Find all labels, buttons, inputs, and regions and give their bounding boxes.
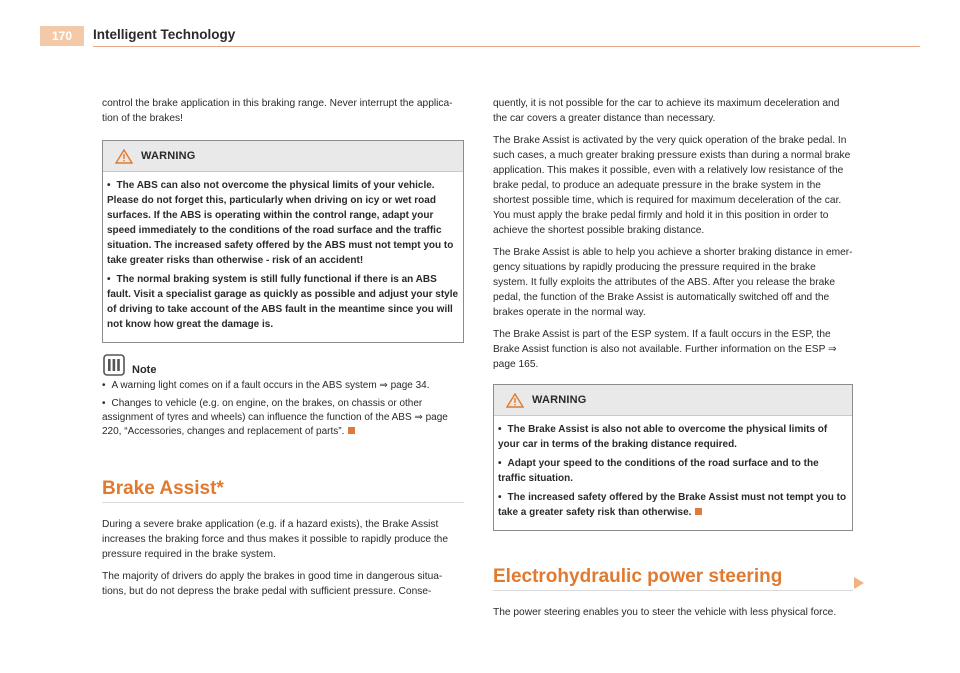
note-icon [102, 353, 126, 377]
warning-item: • The Brake Assist is also not able to overcome the physical limits of your car in terms of the braking distance required. [498, 424, 828, 450]
power-steering-heading: Electrohydraulic power steering [493, 569, 853, 591]
left-column [102, 96, 464, 606]
warning-header [494, 385, 852, 416]
brake-assist-warning-box [493, 384, 853, 531]
note-header [102, 353, 464, 379]
abs-warning-box [102, 140, 464, 343]
end-of-section-icon [695, 508, 702, 515]
header-rule [93, 46, 920, 47]
warning-item: • The normal braking system is still fully functional if there is an ABS fault. Visit a specialist garage as quickly as possible and adjust your style of driving to take account of the ABS fault in the meantime since you will not know how great the damage is. [107, 274, 459, 330]
warning-triangle-icon [115, 149, 133, 164]
next-page-arrow-icon[interactable] [853, 576, 865, 590]
note-item: • Changes to vehicle (e.g. on engine, on the brakes, on chassis or other assignment of tyres and wheels) can influence the function of the ABS ⇒ page 220, “Accessories, changes and replacement of parts”. [102, 398, 448, 437]
body-paragraph: The Brake Assist is activated by the very quick operation of the brake pedal. In such cases, a much greater braking pressure exists than during a normal brake application. This makes it possible, even with a relatively low resistance of the brake pedal, to produce an adequate pressure in the brake system in the shortest possible time, which is required for maximum deceleration of the car. You must apply the brake pedal firmly and hold it in this position in order to achieve the shortest possible braking distance. [493, 135, 851, 236]
warning-item: • Adapt your speed to the conditions of the road surface and to the traffic situation. [498, 458, 819, 484]
body-paragraph: The power steering enables you to steer the vehicle with less physical force. [493, 607, 837, 618]
page-header [40, 26, 920, 48]
warning-header [103, 141, 463, 172]
warning-body [494, 416, 852, 530]
body-paragraph: quently, it is not possible for the car to achieve its maximum deceleration and the car covers a greater distance than necessary. [493, 98, 840, 124]
warning-body [103, 172, 463, 342]
warning-item: • The ABS can also not overcome the physical limits of your vehicle. Please do not forget this, particularly when driving on icy or wet road surfaces. If the ABS is operating within the control range, adapt your speed immediately to the conditions of the road surface and the traffic situation. The increased safety offered by the ABS must not tempt you to take greater risks than otherwise - risk of an accident! [107, 180, 454, 266]
warning-title: WARNING [141, 150, 196, 162]
body-paragraph: The majority of drivers do apply the brakes in good time in dangerous situa- tions, but do not depress the brake pedal with sufficient pressure. Conse- [102, 571, 443, 597]
warning-item: • The increased safety offered by the Brake Assist must not tempt you to take a greater safety risk than otherwise. [498, 492, 847, 518]
page-number: 170 [40, 26, 84, 46]
brake-assist-heading: Brake Assist* [102, 481, 464, 503]
intro-paragraph: control the brake application in this braking range. Never interrupt the applica- tion of the brakes! [102, 98, 453, 124]
note-item: • A warning light comes on if a fault occurs in the ABS system ⇒ page 34. [102, 380, 430, 391]
end-of-section-icon [348, 427, 355, 434]
right-column [493, 96, 853, 627]
warning-title: WARNING [532, 394, 587, 406]
section-title: Intelligent Technology [93, 27, 236, 42]
body-paragraph: The Brake Assist is able to help you achieve a shorter braking distance in emer- gency situations by rapidly producing the pressure required in the brake system. It fully exploits the attributes of the ABS. After you release the brake pedal, the function of the Brake Assist is automatically switched off and the brakes operate in the normal way. [493, 247, 853, 318]
note-title: Note [132, 364, 157, 376]
body-paragraph: The Brake Assist is part of the ESP system. If a fault occurs in the ESP, the Brake Assist function is also not available. Further information on the ESP ⇒ page 165. [493, 329, 837, 370]
body-paragraph: During a severe brake application (e.g. if a hazard exists), the Brake Assist increases the braking force and thus makes it possible to rapidly produce the pressure required in the brake system. [102, 519, 449, 560]
warning-triangle-icon [506, 393, 524, 408]
